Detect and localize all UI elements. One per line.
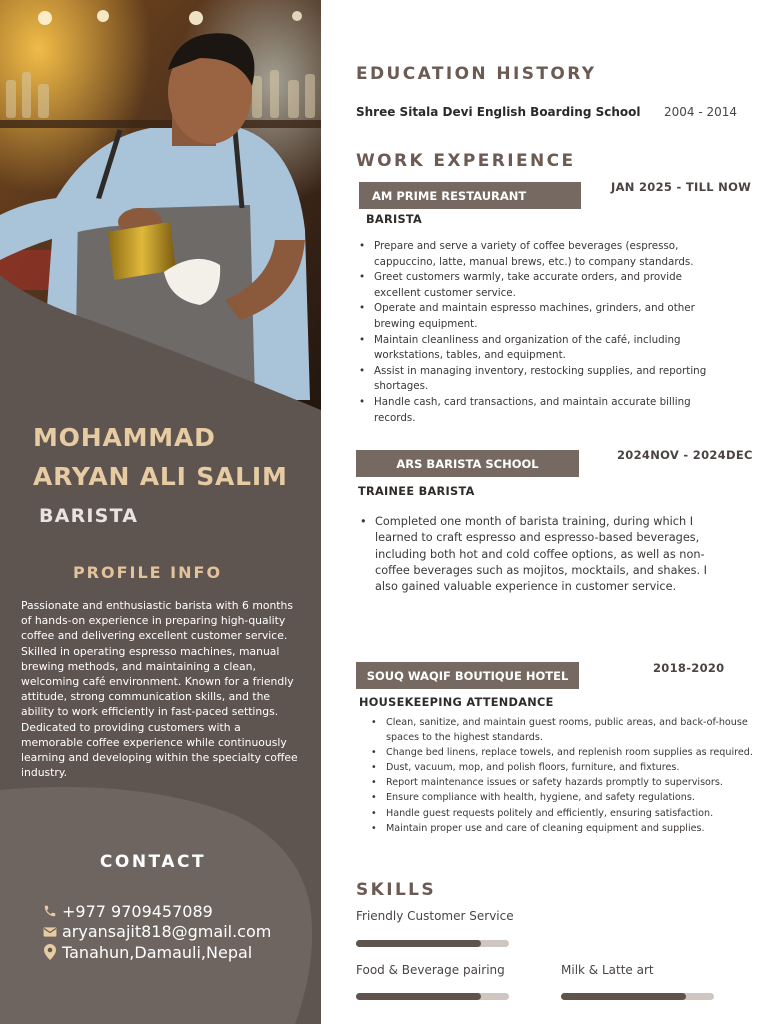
profile-summary: Passionate and enthusiastic barista with 6 months of hands-on experience in preparing high-quality coffee and delivering excellent customer service. Skilled in operating espresso machines, manual brewing methods, and maintaining a clean, welcoming café environment. Known for a friendly attitude, strong communication skills, and the ability to work efficiently in fast-paced settings. Dedicated to providing customers with a memorable coffee experience while continuously learning and developing within the specialty coffee industry. — [21, 599, 298, 780]
skill-bar-fill — [561, 993, 686, 1000]
skill-bar-fill — [356, 940, 481, 947]
job-title: TRAINEE BARISTA — [358, 485, 475, 498]
job-title: HOUSEKEEPING ATTENDANCE — [359, 696, 554, 709]
job-company: ARS BARISTA SCHOOL — [396, 456, 539, 471]
skill-label: Friendly Customer Service — [356, 909, 514, 923]
phone-icon — [41, 904, 58, 918]
list-item: • Operate and maintain espresso machines, grinders, and other brewing equipment. — [357, 301, 729, 332]
skill-bar — [356, 940, 509, 947]
list-item: • Prepare and serve a variety of coffee beverages (espresso, cappuccino, latte, manual brews, etc.) to company standards. — [357, 239, 729, 270]
list-item: • Completed one month of barista training, during which I learned to craft espresso and espresso-based beverages, including both hot and cold coffee options, as well as non-coffee beverages such as mojitos, mocktails, and shakes. I also gained valuable experience in customer service. — [358, 514, 722, 595]
contact-location — [41, 942, 271, 963]
job-company-badge — [359, 182, 581, 209]
list-item: • Handle cash, card transactions, and maintain accurate billing records. — [357, 395, 729, 426]
job-company: SOUQ WAQIF BOUTIQUE HOTEL — [366, 668, 569, 683]
job-company: AM PRIME RESTAURANT — [372, 188, 527, 203]
work-experience-heading: WORK EXPERIENCE — [356, 151, 576, 171]
contact-email — [41, 922, 271, 943]
job-date: 2024NOV - 2024DEC — [617, 448, 753, 462]
education-school: Shree Sitala Devi English Boarding School — [356, 105, 641, 119]
job-company-badge — [356, 662, 579, 689]
list-item: • Clean, sanitize, and maintain guest rooms, public areas, and back-of-house spaces to the highest standards. — [369, 715, 754, 745]
map-pin-icon — [41, 944, 58, 960]
envelope-icon — [41, 926, 58, 938]
job-duties-list — [357, 239, 729, 426]
sidebar — [0, 0, 321, 1024]
contact-heading: CONTACT — [99, 852, 207, 872]
name-line-1: MOHAMMAD — [33, 423, 216, 452]
education-years: 2004 - 2014 — [664, 105, 738, 119]
job-date: JAN 2025 - TILL NOW — [611, 180, 752, 194]
phone-number[interactable]: +977 9709457089 — [62, 901, 213, 921]
list-item: • Maintain proper use and care of cleaning equipment and supplies. — [369, 821, 754, 836]
job-role: BARISTA — [39, 505, 139, 527]
list-item: • Maintain cleanliness and organization of the café, including workstations, tables, and equipment. — [357, 333, 729, 364]
contact-list — [41, 901, 271, 963]
skills-heading: SKILLS — [356, 880, 437, 900]
skill-bar — [561, 993, 714, 1000]
list-item: • Handle guest requests politely and efficiently, ensuring satisfaction. — [369, 806, 754, 821]
skill-label: Food & Beverage pairing — [356, 963, 505, 977]
education-heading: EDUCATION HISTORY — [356, 64, 597, 84]
job-company-badge — [356, 450, 579, 477]
list-item: • Greet customers warmly, take accurate orders, and provide excellent customer service. — [357, 270, 729, 301]
job-date: 2018-2020 — [653, 661, 725, 675]
list-item: • Change bed linens, replace towels, and replenish room supplies as required. — [369, 745, 754, 760]
name-line-2: ARYAN ALI SALIM — [33, 462, 288, 491]
contact-phone — [41, 901, 271, 922]
location-text: Tanahun,Damauli,Nepal — [62, 942, 253, 962]
job-duties-list — [358, 514, 722, 595]
list-item: • Ensure compliance with health, hygiene, and safety regulations. — [369, 790, 754, 805]
skill-bar-fill — [356, 993, 481, 1000]
candidate-name — [33, 418, 318, 496]
job-title: BARISTA — [366, 213, 423, 226]
profile-info-heading: PROFILE INFO — [72, 563, 223, 582]
skill-label: Milk & Latte art — [561, 963, 654, 977]
skill-bar — [356, 993, 509, 1000]
job-duties-list — [369, 715, 754, 836]
list-item: • Report maintenance issues or safety hazards promptly to supervisors. — [369, 775, 754, 790]
list-item: • Dust, vacuum, mop, and polish floors, furniture, and fixtures. — [369, 760, 754, 775]
email-address[interactable]: aryansajit818@gmail.com — [62, 922, 272, 942]
list-item: • Assist in managing inventory, restocking supplies, and reporting shortages. — [357, 364, 729, 395]
